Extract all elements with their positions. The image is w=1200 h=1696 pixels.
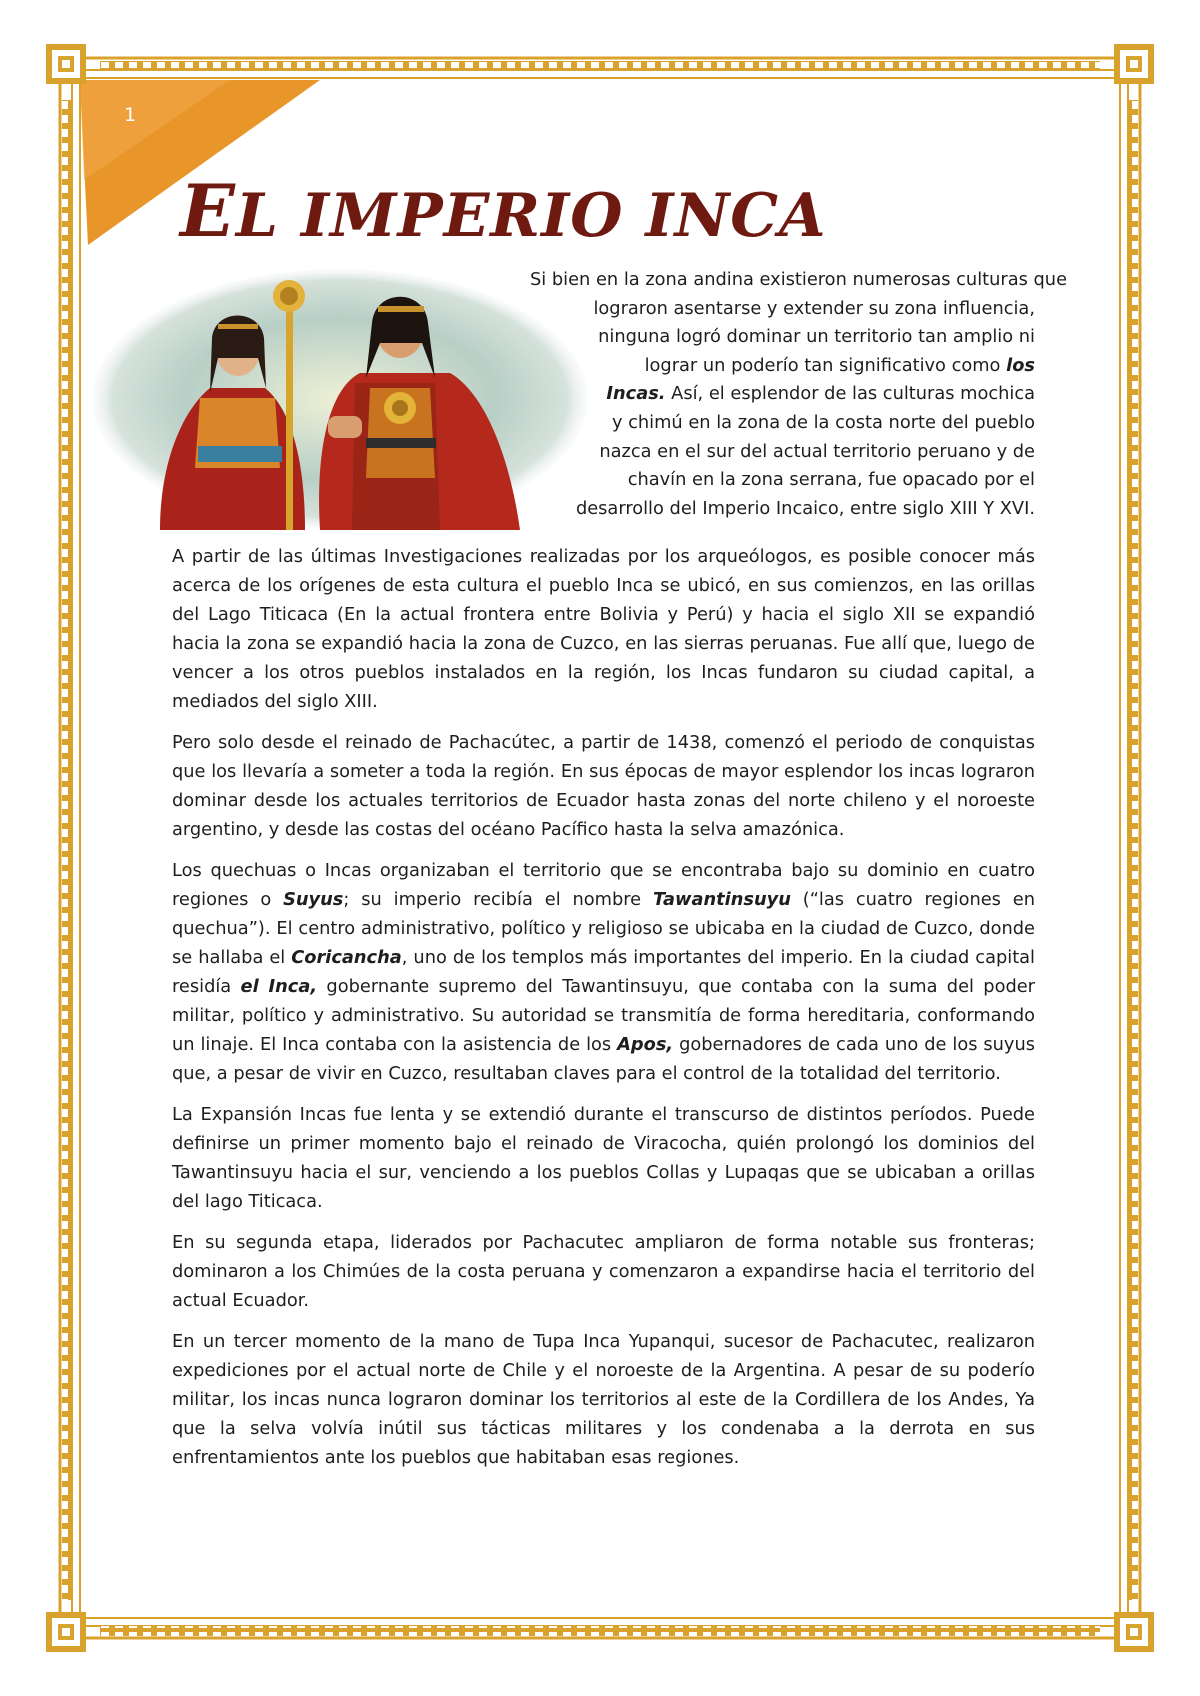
corner-bottom-left — [46, 1612, 86, 1652]
page-number: 1 — [124, 104, 137, 126]
emphasis-los: los — [1006, 354, 1035, 376]
intro-line: lograron asentarse y extender su zona influencia, — [593, 297, 1035, 319]
term-tawantinsuyu: Tawantinsuyu — [653, 889, 791, 910]
term-el-inca: el Inca, — [240, 976, 318, 997]
intro-line: ninguna logró dominar un territorio tan amplio ni — [598, 326, 1035, 348]
body-text — [172, 542, 1035, 1484]
paragraph-third-stage: En un tercer momento de la mano de Tupa Inca Yupanqui, sucesor de Pachacutec, realizaron expediciones por el actual norte de Chile y el noroeste de la Argentina. A pesar de su poderío militar, los incas nunca lograron dominar los territorios al este de la Cordillera de los Andes, Ya que la selva volvía inútil sus tácticas militares y los condenaba a la derrota en sus enfrentamientos ante los pueblos que habitaban esas regiones. — [172, 1331, 1035, 1468]
intro-line: desarrollo del Imperio Incaico, entre siglo XIII Y XVI. — [575, 497, 1035, 519]
term-apos: Apos, — [617, 1034, 674, 1055]
corner-top-right — [1114, 44, 1154, 84]
paragraph-second-stage: En su segunda etapa, liderados por Pachacutec ampliaron de forma notable sus fronteras; dominaron a los Chimúes de la costa peruana y comenzaron a expandirse hacia el territorio del actual Ecuador. — [172, 1232, 1035, 1311]
paragraph-expansion: La Expansión Incas fue lenta y se extendió durante el transcurso de distintos períodos. Puede definirse un primer momento bajo el reinado de Viracocha, quién prolongó los dominios del Tawantinsuyu hacia el sur, venciendo a los pueblos Collas y Lupaqas que se ubicaban a orillas del lago Titicaca. — [172, 1104, 1035, 1212]
term-coricancha: Coricancha — [291, 947, 402, 968]
intro-line: y chimú en la zona de la costa norte del pueblo — [611, 411, 1035, 433]
corner-top-left — [46, 44, 86, 84]
intro-line: nazca en el sur del actual territorio peruano y de — [599, 440, 1035, 462]
intro-line: Incas. Así, el esplendor de las culturas mochica — [606, 383, 1035, 405]
title-rest: L IMPERIO INCA — [235, 181, 827, 251]
page-title — [180, 168, 827, 253]
emphasis-incas: Incas. — [606, 383, 666, 405]
intro-line: chavín en la zona serrana, fue opacado por el — [627, 469, 1035, 491]
corner-bottom-right — [1114, 1612, 1154, 1652]
intro-line: lograr un poderío tan significativo como los — [644, 354, 1035, 376]
paragraph-origins: A partir de las últimas Investigaciones realizadas por los arqueólogos, es posible conocer más acerca de los orígenes de esta cultura el pueblo Inca se ubicó, en sus comienzos, en las orillas del Lago Titicaca (En la actual frontera entre Bolivia y Perú) y hacia el siglo XII se expandió hacia la zona se expandió hacia la zona de Cuzco, en las sierras peruanas. Fue allí que, luego de vencer a los otros pueblos instalados en la región, los Incas fundaron su ciudad capital, a mediados del siglo XIII. — [172, 546, 1035, 712]
inca-couple-illustration — [90, 268, 590, 530]
intro-line: Si bien en la zona andina existieron numerosas culturas que — [530, 269, 1068, 290]
title-initial: E — [180, 168, 236, 253]
term-suyus: Suyus — [283, 889, 344, 910]
paragraph-organization: Los quechuas o Incas organizaban el territorio que se encontraba bajo su dominio en cuatro regiones o Suyus; su imperio recibía el nombre Tawantinsuyu (“las cuatro regiones en quechua”). El centro administrativo, político y religioso se ubicaba en la ciudad de Cuzco, donde se hallaba el Coricancha, uno de los templos más importantes del imperio. En la ciudad capital residía el Inca, gobernante supremo del Tawantinsuyu, que contaba con la suma del poder militar, político y administrativo. Su autoridad se transmitía de forma hereditaria, conformando un linaje. El Inca contaba con la asistencia de los Apos, gobernadores de cada uno de los suyus que, a pesar de vivir en Cuzco, resultaban claves para el control de la totalidad del territorio. — [172, 860, 1036, 1084]
paragraph-pachacutec: Pero solo desde el reinado de Pachacútec, a partir de 1438, comenzó el periodo de conquistas que los llevaría a someter a toda la región. En sus épocas de mayor esplendor los incas lograron dominar desde los actuales territorios de Ecuador hasta zonas del norte chileno y el noroeste argentino, y desde las costas del océano Pacífico hasta la selva amazónica. — [172, 732, 1035, 840]
intro-text — [530, 266, 1068, 536]
